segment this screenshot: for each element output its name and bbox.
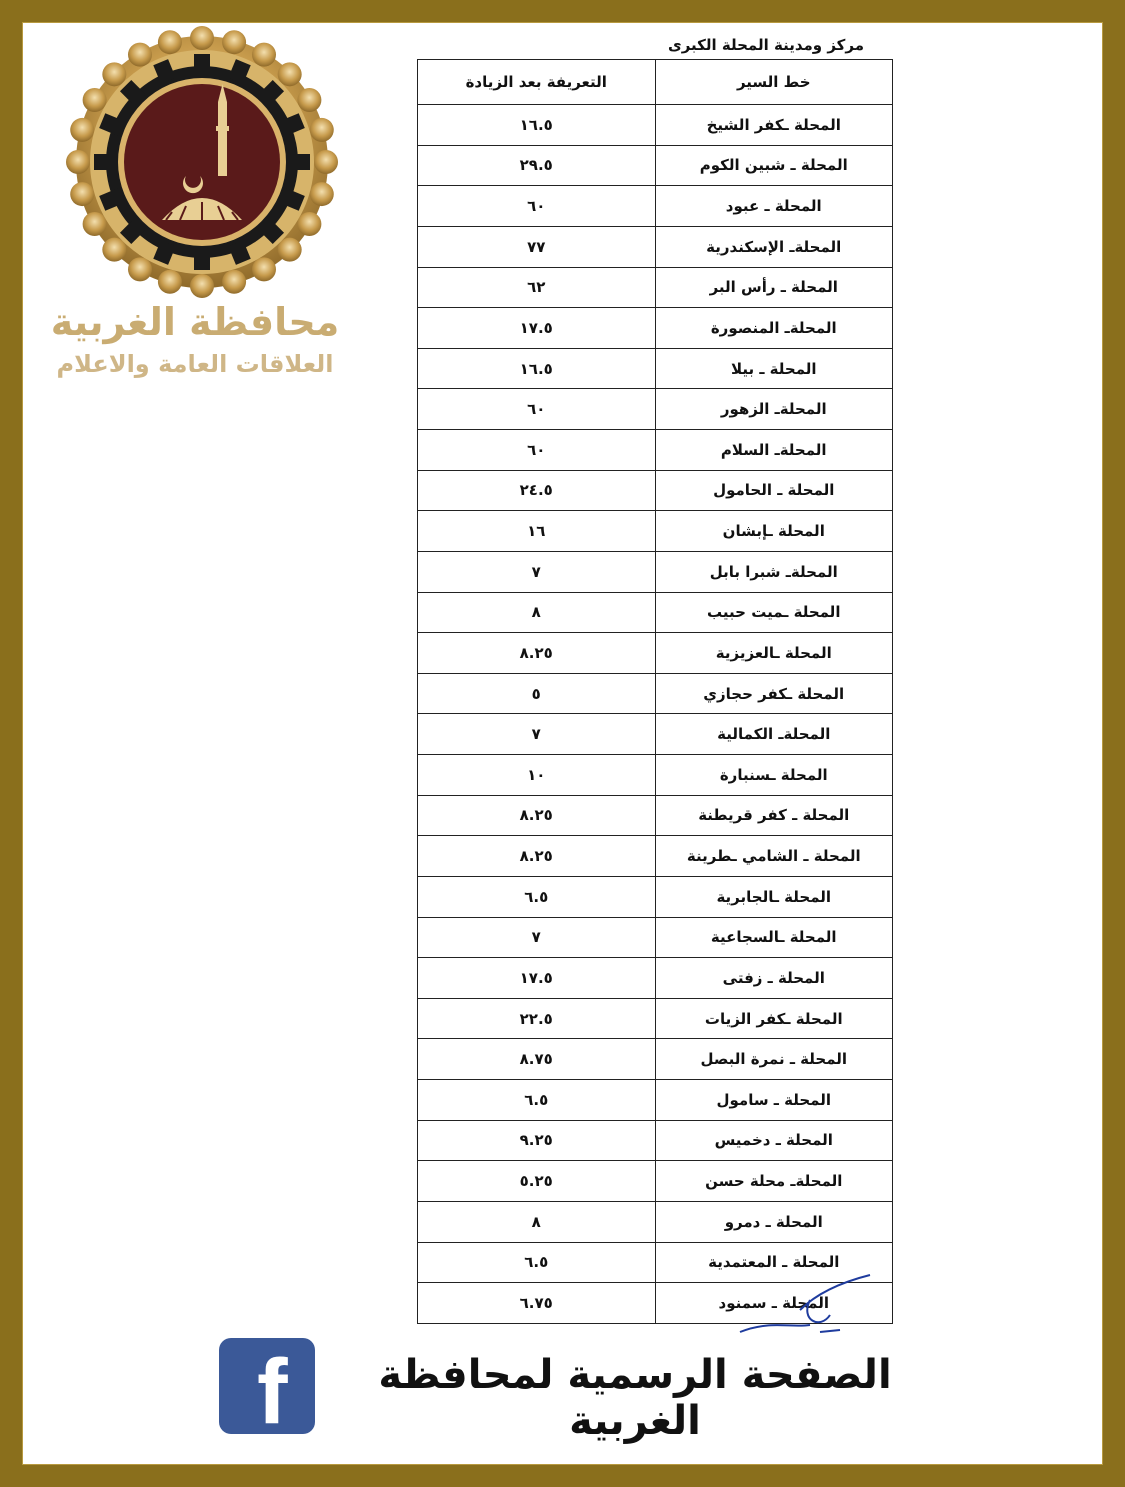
route-cell: المحلة ـكفر الزيات xyxy=(655,998,893,1039)
fare-cell: ٦٠ xyxy=(418,389,656,430)
table-row xyxy=(418,1120,893,1161)
route-cell: المحلة ـ زفتى xyxy=(655,958,893,999)
route-cell: المحلة ـ كفر قريطنة xyxy=(655,795,893,836)
table-row xyxy=(418,1080,893,1121)
route-cell: المحلة ـكفر الشيخ xyxy=(655,105,893,146)
table-row xyxy=(418,633,893,674)
fare-cell: ٦.٥ xyxy=(418,1080,656,1121)
fare-cell: ٢٤.٥ xyxy=(418,470,656,511)
fare-cell: ٥ xyxy=(418,673,656,714)
fare-cell: ٧٧ xyxy=(418,226,656,267)
table-row xyxy=(418,389,893,430)
column-header-route: خط السير xyxy=(655,60,893,105)
fare-cell: ٩.٢٥ xyxy=(418,1120,656,1161)
fare-cell: ١٧.٥ xyxy=(418,308,656,349)
route-cell: المحلة ـ شبين الكوم xyxy=(655,145,893,186)
governorate-name: محافظة الغربية xyxy=(50,300,340,344)
document-heading: مركز ومدينة المحلة الكبرى xyxy=(667,36,864,54)
fare-cell: ٨.٢٥ xyxy=(418,795,656,836)
footer-official-page-text: الصفحة الرسمية لمحافظة الغربية xyxy=(378,1352,892,1444)
route-cell: المحلةـ شبرا بابل xyxy=(655,551,893,592)
table-row xyxy=(418,673,893,714)
fare-cell: ٧ xyxy=(418,917,656,958)
table-row xyxy=(418,1039,893,1080)
fare-cell: ٨.٢٥ xyxy=(418,633,656,674)
table-row xyxy=(418,145,893,186)
fare-cell: ٦.٧٥ xyxy=(418,1283,656,1324)
route-cell: المحلة ـالجابرية xyxy=(655,876,893,917)
route-cell: المحلة ـ المعتمدية xyxy=(655,1242,893,1283)
route-cell: المحلةـ المنصورة xyxy=(655,308,893,349)
table-row xyxy=(418,308,893,349)
route-cell: المحلة ـالسجاعية xyxy=(655,917,893,958)
fare-cell: ٥.٢٥ xyxy=(418,1161,656,1202)
table-row xyxy=(418,551,893,592)
department-name: العلاقات العامة والاعلام xyxy=(56,350,334,378)
facebook-icon[interactable] xyxy=(219,1338,315,1443)
table-row xyxy=(418,795,893,836)
fare-table xyxy=(417,59,893,1324)
fare-cell: ٧ xyxy=(418,551,656,592)
route-cell: المحلة ـكفر حجازي xyxy=(655,673,893,714)
route-cell: المحلة ـ الشامي ـطرينة xyxy=(655,836,893,877)
fare-cell: ١٦.٥ xyxy=(418,105,656,146)
table-row xyxy=(418,511,893,552)
table-row xyxy=(418,470,893,511)
fare-cell: ٧ xyxy=(418,714,656,755)
route-cell: المحلة ـ الحامول xyxy=(655,470,893,511)
route-cell: المحلةـ السلام xyxy=(655,430,893,471)
fare-cell: ٨.٢٥ xyxy=(418,836,656,877)
table-row xyxy=(418,958,893,999)
route-cell: المحلة ـ دخميس xyxy=(655,1120,893,1161)
fare-cell: ٦.٥ xyxy=(418,1242,656,1283)
table-row xyxy=(418,1161,893,1202)
table-row xyxy=(418,836,893,877)
route-cell: المحلة ـسنبارة xyxy=(655,755,893,796)
table-row xyxy=(418,267,893,308)
route-cell: المحلة ـ سامول xyxy=(655,1080,893,1121)
fare-cell: ٦٠ xyxy=(418,186,656,227)
table-row xyxy=(418,917,893,958)
signature-mark xyxy=(730,1270,880,1340)
table-header-row xyxy=(418,60,893,105)
fare-cell: ٨.٧٥ xyxy=(418,1039,656,1080)
table-row xyxy=(418,430,893,471)
fare-cell: ٦٠ xyxy=(418,430,656,471)
route-cell: المحلة ـ رأس البر xyxy=(655,267,893,308)
fare-cell: ٢٩.٥ xyxy=(418,145,656,186)
fare-cell: ١٠ xyxy=(418,755,656,796)
table-row xyxy=(418,105,893,146)
route-cell: المحلة ـ نمرة البصل xyxy=(655,1039,893,1080)
table-row xyxy=(418,876,893,917)
governorate-emblem-icon xyxy=(66,26,338,298)
table-row xyxy=(418,348,893,389)
table-row xyxy=(418,186,893,227)
route-cell: المحلة ـإبشان xyxy=(655,511,893,552)
table-row xyxy=(418,226,893,267)
route-cell: المحلة ـ سمنود xyxy=(655,1283,893,1324)
route-cell: المحلةـ الإسكندرية xyxy=(655,226,893,267)
table-row xyxy=(418,592,893,633)
facebook-glyph: f xyxy=(257,1341,288,1443)
fare-cell: ٨ xyxy=(418,592,656,633)
route-cell: المحلة ـالعزيزية xyxy=(655,633,893,674)
route-cell: المحلةـ الزهور xyxy=(655,389,893,430)
fare-cell: ٨ xyxy=(418,1201,656,1242)
table-row xyxy=(418,998,893,1039)
table-row xyxy=(418,1201,893,1242)
fare-cell: ٢٢.٥ xyxy=(418,998,656,1039)
table-row xyxy=(418,714,893,755)
route-cell: المحلةـ محلة حسن xyxy=(655,1161,893,1202)
route-cell: المحلة ـ دمرو xyxy=(655,1201,893,1242)
column-header-fare: التعريفة بعد الزيادة xyxy=(418,60,656,105)
route-cell: المحلة ـ عبود xyxy=(655,186,893,227)
route-cell: المحلة ـ بيلا xyxy=(655,348,893,389)
table-row xyxy=(418,755,893,796)
route-cell: المحلة ـميت حبيب xyxy=(655,592,893,633)
route-cell: المحلةـ الكمالية xyxy=(655,714,893,755)
fare-cell: ٦٢ xyxy=(418,267,656,308)
fare-cell: ١٦.٥ xyxy=(418,348,656,389)
fare-cell: ٦.٥ xyxy=(418,876,656,917)
fare-cell: ١٦ xyxy=(418,511,656,552)
fare-cell: ١٧.٥ xyxy=(418,958,656,999)
